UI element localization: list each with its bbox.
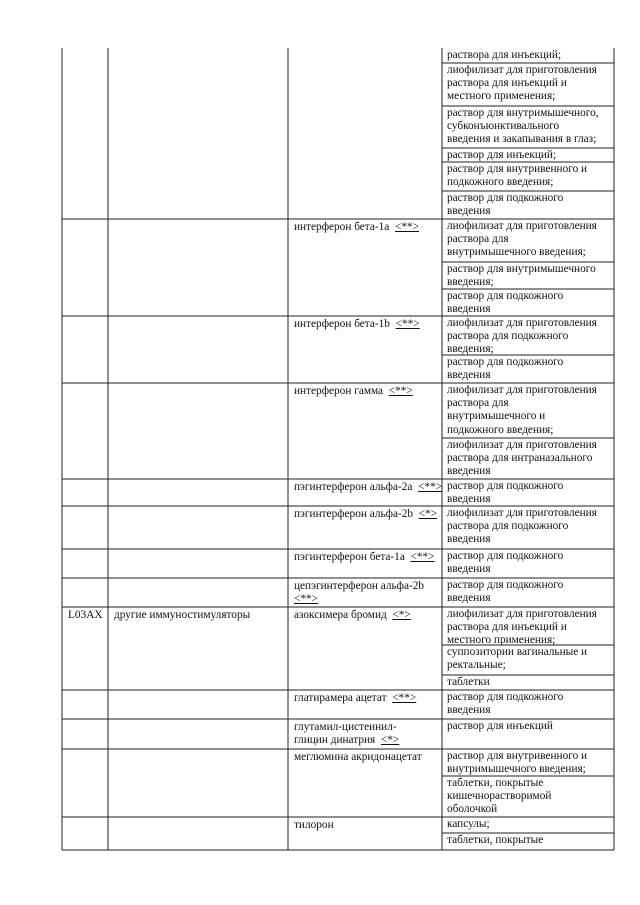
dosage-form: ректальные; bbox=[447, 659, 506, 672]
dosage-form: раствор для внутривенного и bbox=[447, 163, 588, 175]
dosage-form: раствор для подкожного bbox=[447, 356, 564, 368]
dosage-form: введения и закапывания в глаз; bbox=[447, 133, 597, 146]
dosage-form: введения bbox=[447, 704, 491, 717]
drug-name: глатирамера ацетат <**> bbox=[294, 692, 417, 704]
dosage-form: кишечнорастворимой bbox=[447, 790, 552, 803]
dosage-form: раствор для подкожного bbox=[447, 192, 564, 204]
dosage-form: лиофилизат для приготовления bbox=[447, 384, 597, 396]
dosage-form: таблетки bbox=[447, 676, 490, 688]
dosage-form: местного применения; bbox=[447, 90, 556, 103]
dosage-form: таблетки, покрытые bbox=[447, 777, 544, 789]
dosage-form: внутримышечного и bbox=[447, 410, 546, 423]
drug-name: интерферон бета-1b <**> bbox=[294, 318, 420, 330]
dosage-form: раствора для инъекций и bbox=[447, 621, 567, 634]
dosage-form: раствора для bbox=[447, 397, 509, 410]
drug-mark-link[interactable]: <**> bbox=[394, 221, 420, 233]
dosage-form: раствор для внутримышечного bbox=[447, 263, 596, 275]
dosage-form: раствора для подкожного bbox=[447, 520, 569, 533]
drug-mark-link[interactable]: <**> bbox=[395, 318, 420, 330]
dosage-form: лиофилизат для приготовления bbox=[447, 317, 597, 329]
dosage-form: лиофилизат для приготовления bbox=[447, 220, 597, 232]
dosage-form: лиофилизат для приготовления bbox=[447, 608, 597, 620]
dosage-form: оболочкой bbox=[447, 803, 498, 816]
dosage-form: введения; bbox=[447, 276, 494, 289]
drug-name: азоксимера бромид <*> bbox=[294, 609, 411, 621]
dosage-form: таблетки, покрытые bbox=[447, 834, 544, 846]
drug-name: интерферон бета-1a <**> bbox=[294, 221, 420, 233]
dosage-form: раствора для интраназального bbox=[447, 452, 593, 465]
dosage-form: раствор для внутримышечного, bbox=[447, 107, 599, 119]
dosage-form: введения bbox=[447, 592, 491, 605]
dosage-form: внутримышечного введения; bbox=[447, 246, 586, 259]
dosage-form: лиофилизат для приготовления bbox=[447, 64, 597, 76]
dosage-form: раствора для инъекций и bbox=[447, 77, 567, 90]
drug-mark-link[interactable]: <**> bbox=[418, 481, 443, 493]
dosage-form: введения bbox=[447, 465, 491, 478]
dosage-form: капсулы; bbox=[447, 818, 490, 830]
drug-mark-link[interactable]: <**> bbox=[294, 593, 319, 606]
drug-mark-link[interactable]: <**> bbox=[388, 385, 413, 397]
dosage-form: суппозитории вагинальные и bbox=[447, 646, 588, 658]
drug-name: интерферон гамма <**> bbox=[294, 385, 413, 397]
dosage-form: раствора для подкожного bbox=[447, 330, 569, 343]
dosage-form: подкожного введения; bbox=[447, 176, 554, 189]
drug-name: тилорон bbox=[294, 819, 334, 831]
dosage-form: раствор для подкожного bbox=[447, 290, 564, 302]
dosage-form: субконъюнктивального bbox=[447, 120, 560, 133]
drug-name: глицин динатрия <*> bbox=[294, 734, 400, 747]
dosage-form: внутримышечного введения; bbox=[447, 763, 586, 776]
dosage-form: раствора для инъекций; bbox=[447, 49, 562, 61]
group-name: другие иммуностимуляторы bbox=[114, 609, 251, 621]
dosage-form: введения bbox=[447, 533, 491, 546]
dosage-form: введения bbox=[447, 493, 491, 506]
drug-name: глутамил-цистеинил- bbox=[294, 721, 397, 733]
dosage-form: раствор для подкожного bbox=[447, 480, 564, 492]
dosage-form: раствор для подкожного bbox=[447, 579, 564, 591]
drug-mark-link[interactable]: <**> bbox=[410, 551, 435, 563]
drug-name: пэгинтерферон альфа-2b <*> bbox=[294, 508, 438, 520]
dosage-form: раствор для инъекций bbox=[447, 720, 553, 732]
dosage-form: подкожного введения; bbox=[447, 423, 554, 436]
drug-mark-link[interactable]: <*> bbox=[418, 508, 438, 520]
drug-mark-link[interactable]: <**> bbox=[392, 692, 417, 704]
dosage-form: раствор для инъекций; bbox=[447, 149, 557, 161]
dosage-form: введения bbox=[447, 205, 491, 218]
dosage-form: лиофилизат для приготовления bbox=[447, 507, 597, 519]
dosage-form: местного применения; bbox=[447, 634, 556, 647]
dosage-form: раствора для bbox=[447, 233, 509, 246]
dosage-form: раствор для подкожного bbox=[447, 550, 564, 562]
drug-name: пэгинтерферон альфа-2a <**> bbox=[294, 481, 443, 493]
drug-mark-link[interactable]: <*> bbox=[380, 734, 400, 747]
dosage-form: лиофилизат для приготовления bbox=[447, 439, 597, 451]
dosage-form: введения bbox=[447, 303, 491, 316]
dosage-form: введения; bbox=[447, 343, 494, 356]
drug-name: меглюмина акридонацетат bbox=[294, 751, 422, 763]
drug-name: пэгинтерферон бета-1a <**> bbox=[294, 551, 435, 563]
dosage-form: раствор для внутривенного и bbox=[447, 750, 588, 762]
drug-name: цепэгинтерферон альфа-2b bbox=[294, 580, 425, 592]
drug-mark-link[interactable]: <*> bbox=[392, 609, 411, 621]
dosage-form: введения bbox=[447, 369, 491, 382]
atc-code: L03AX bbox=[68, 609, 103, 621]
dosage-form: раствор для подкожного bbox=[447, 691, 564, 703]
dosage-form: введения bbox=[447, 563, 491, 576]
